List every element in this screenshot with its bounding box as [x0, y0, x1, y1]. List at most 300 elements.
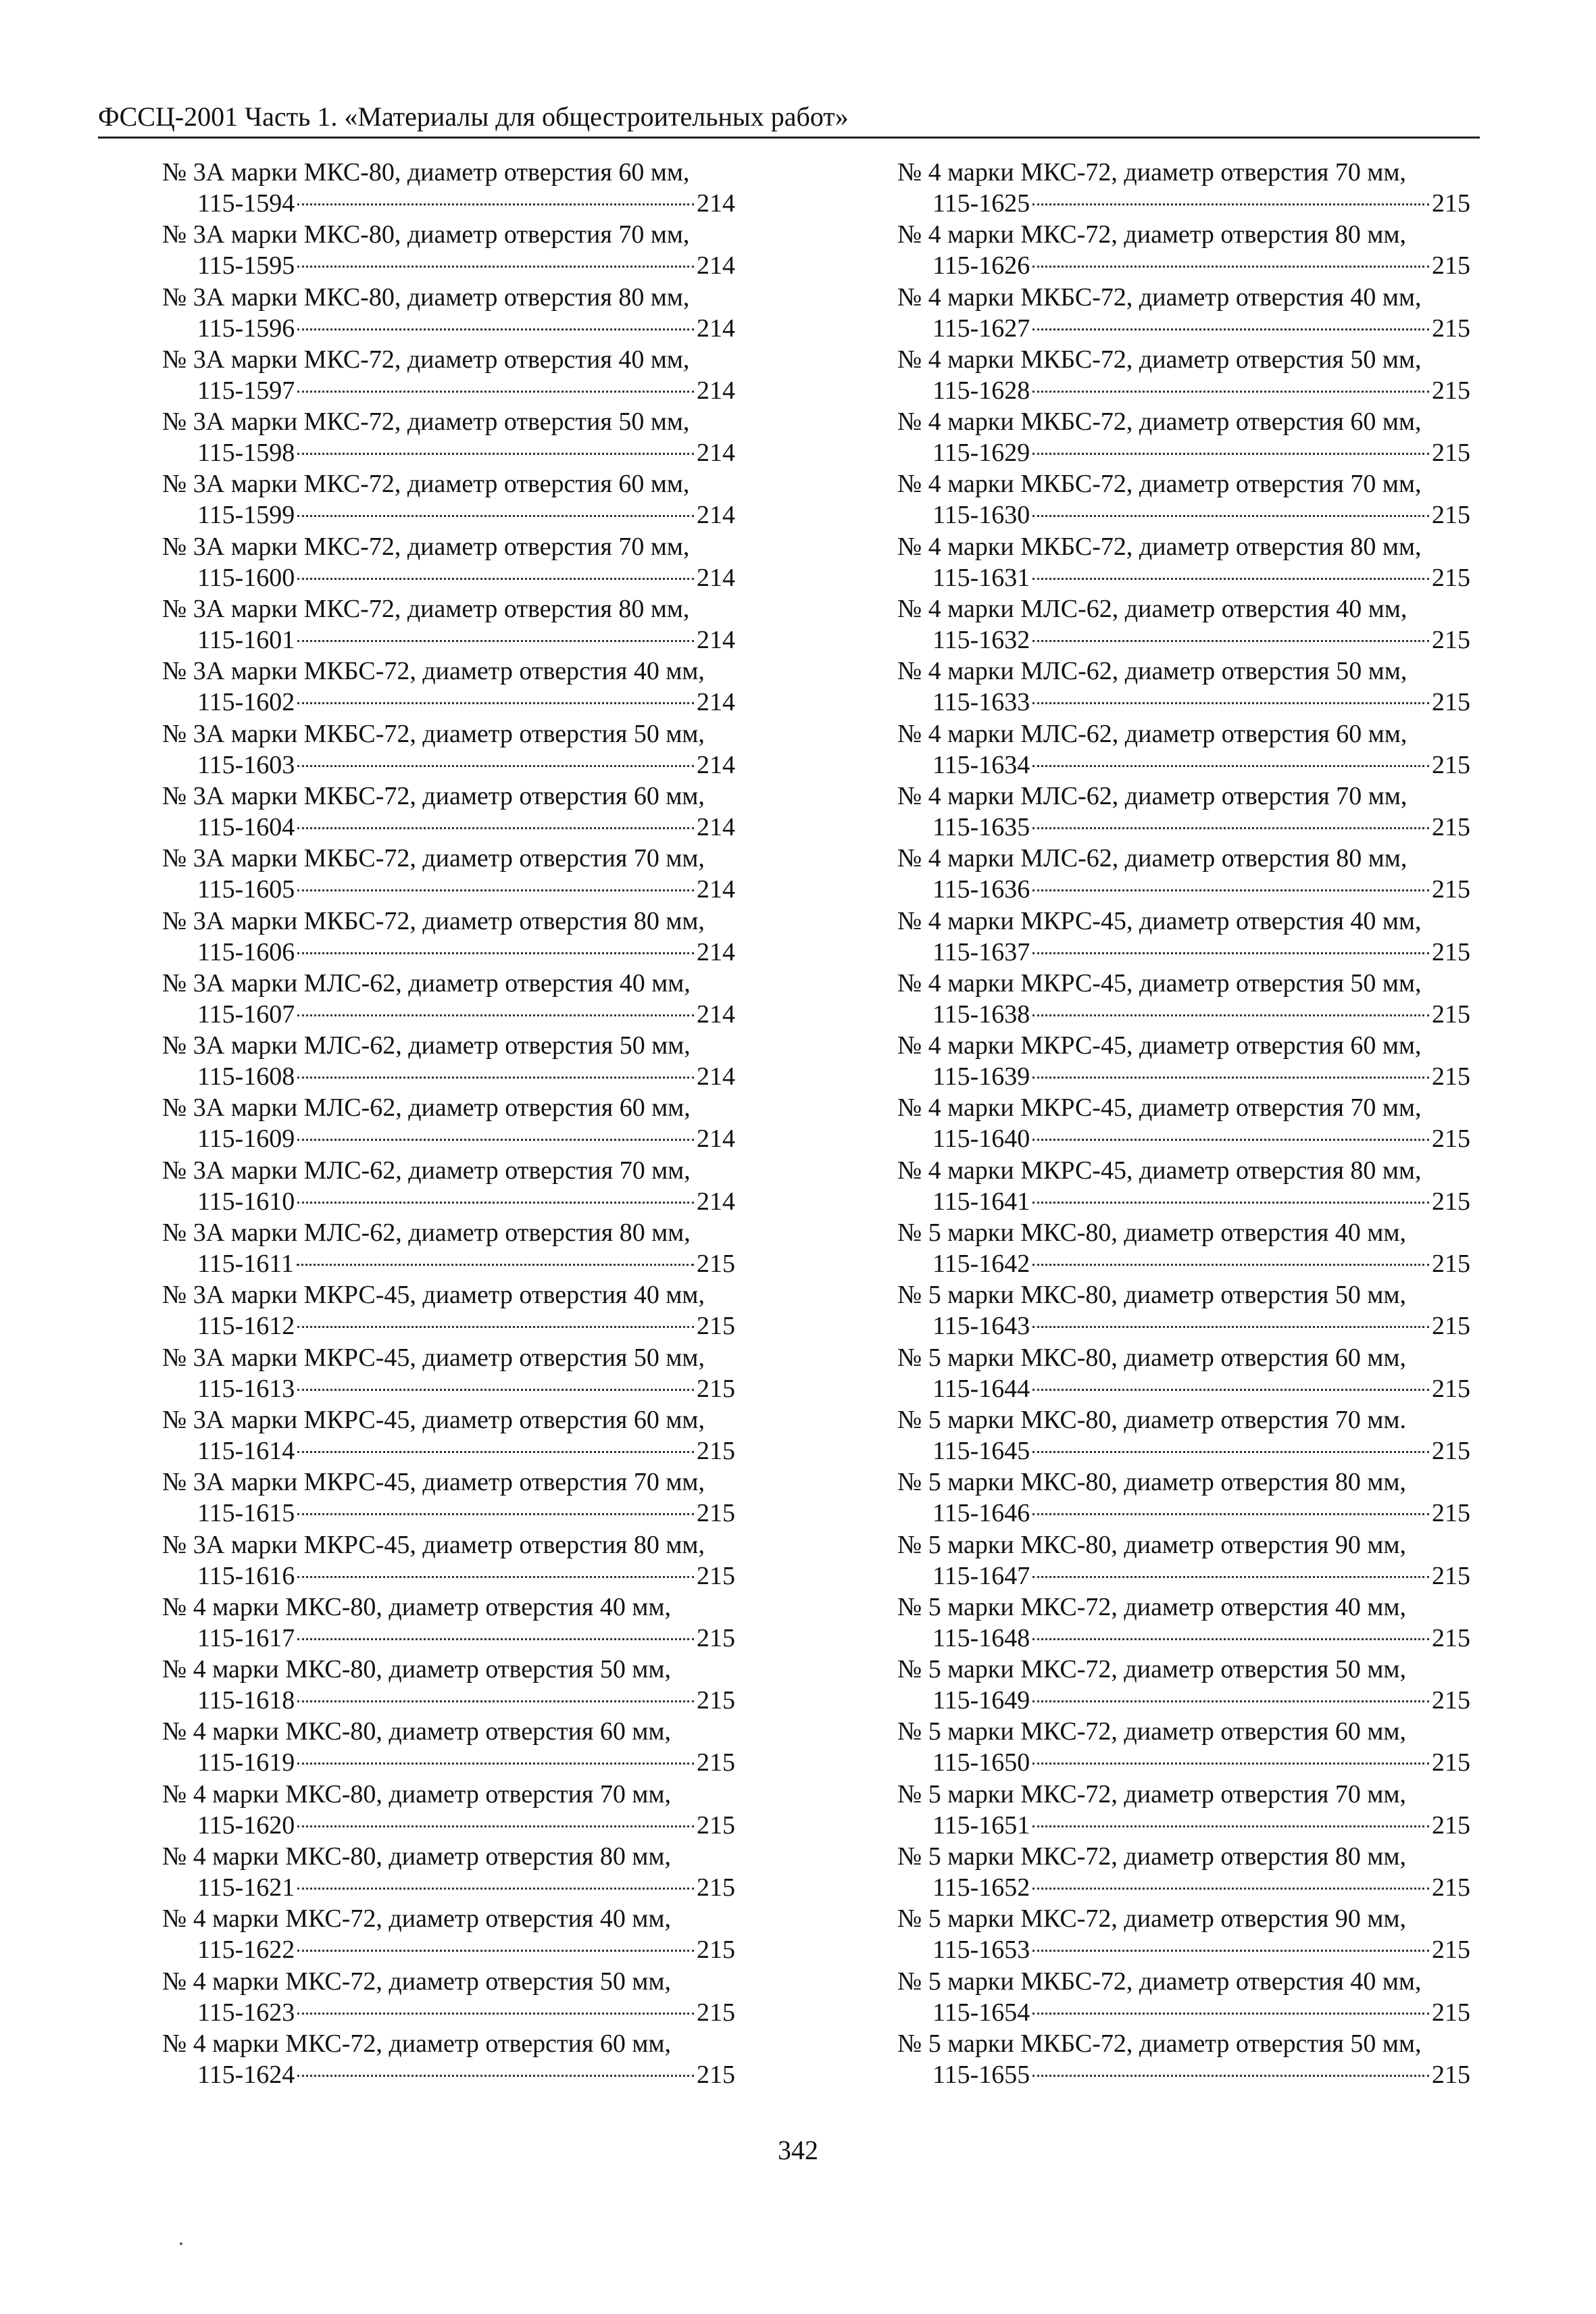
index-entry [897, 344, 1470, 406]
entry-page-ref: 214 [697, 376, 735, 405]
entry-code: 115-1595 [197, 251, 295, 280]
entry-code: 115-1620 [197, 1811, 295, 1840]
entry-description: № 3А марки МКБС-72, диаметр отверстия 40 мм, [162, 657, 705, 686]
entry-page-ref: 215 [1432, 1623, 1470, 1652]
index-entry [897, 1030, 1470, 1092]
entry-reference-line [162, 1747, 735, 1778]
index-entry [897, 1529, 1470, 1592]
entry-code: 115-1598 [197, 439, 295, 468]
index-entry [162, 718, 735, 781]
entry-code: 115-1629 [932, 439, 1030, 468]
entry-page-ref: 215 [1432, 439, 1470, 468]
entry-code: 115-1604 [197, 812, 295, 841]
entry-page-ref: 215 [1432, 1436, 1470, 1465]
entry-code: 115-1633 [932, 688, 1030, 717]
dot-leader [1032, 1014, 1429, 1016]
entry-reference-line [897, 999, 1470, 1030]
index-entry [897, 406, 1470, 468]
entry-description: № 3А марки МКРС-45, диаметр отверстия 80 мм, [162, 1530, 705, 1559]
entry-code: 115-1653 [932, 1936, 1030, 1965]
dot-leader [297, 203, 694, 205]
entry-code: 115-1608 [197, 1062, 295, 1091]
entry-code: 115-1602 [197, 688, 295, 717]
dot-leader [297, 765, 694, 767]
dot-leader [1032, 1763, 1429, 1765]
entry-description: № 3А марки МЛС-62, диаметр отверстия 40 мм, [162, 968, 691, 998]
entry-description: № 5 марки МКС-80, диаметр отверстия 70 мм. [897, 1405, 1406, 1434]
index-entry [897, 1279, 1470, 1341]
entry-code: 115-1621 [197, 1873, 295, 1902]
index-entry [897, 468, 1470, 531]
dot-leader [1032, 765, 1429, 767]
dot-leader [297, 1638, 694, 1640]
dot-leader [1032, 1451, 1429, 1453]
dot-leader [1032, 1700, 1429, 1702]
dot-leader [1032, 453, 1429, 455]
index-entry [897, 906, 1470, 968]
entry-page-ref: 215 [697, 2060, 735, 2089]
entry-reference-line [162, 1498, 735, 1529]
entry-reference-line [162, 1810, 735, 1841]
entry-code: 115-1637 [932, 937, 1030, 966]
entry-page-ref: 214 [697, 688, 735, 717]
entry-code: 115-1627 [932, 314, 1030, 343]
entry-reference-line [162, 1123, 735, 1154]
entry-reference-line [897, 1685, 1470, 1716]
entry-page-ref: 215 [1432, 1062, 1470, 1091]
dot-leader [1032, 578, 1429, 580]
index-entry [162, 1030, 735, 1092]
index-entry [162, 1467, 735, 1529]
entry-code: 115-1601 [197, 626, 295, 655]
entry-page-ref: 214 [697, 439, 735, 468]
entry-code: 115-1603 [197, 750, 295, 779]
entry-description: № 4 марки МКС-80, диаметр отверстия 50 мм, [162, 1655, 671, 1684]
dot-leader [1032, 1638, 1429, 1640]
entry-page-ref: 215 [1432, 1561, 1470, 1590]
entry-description: № 4 марки МКРС-45, диаметр отверстия 50 мм, [897, 968, 1422, 998]
entry-reference-line [897, 937, 1470, 968]
dot-leader [297, 1700, 694, 1702]
entry-page-ref: 215 [697, 1748, 735, 1777]
entry-description: № 4 марки МКБС-72, диаметр отверстия 80 мм, [897, 532, 1422, 561]
entry-reference-line [897, 437, 1470, 468]
entry-reference-line [897, 812, 1470, 843]
entry-page-ref: 215 [1432, 1811, 1470, 1840]
dot-leader [297, 266, 694, 268]
entry-code: 115-1652 [932, 1873, 1030, 1902]
entry-code: 115-1646 [932, 1499, 1030, 1528]
entry-reference-line [897, 313, 1470, 344]
entry-reference-line [897, 749, 1470, 781]
entry-reference-line [897, 499, 1470, 531]
entry-page-ref: 215 [697, 1936, 735, 1965]
entry-description: № 5 марки МКС-72, диаметр отверстия 70 мм, [897, 1779, 1406, 1808]
entry-code: 115-1638 [932, 1000, 1030, 1029]
entry-description: № 5 марки МКС-72, диаметр отверстия 40 мм, [897, 1592, 1406, 1621]
entry-description: № 3А марки МКБС-72, диаметр отверстия 60 мм, [162, 781, 705, 810]
dot-leader [1032, 203, 1429, 205]
entry-page-ref: 215 [1432, 1250, 1470, 1279]
entry-reference-line [162, 499, 735, 531]
dot-leader [297, 1576, 694, 1578]
entry-reference-line [162, 812, 735, 843]
entry-description: № 4 марки МКРС-45, диаметр отверстия 70 мм, [897, 1093, 1422, 1123]
entry-description: № 3А марки МЛС-62, диаметр отверстия 50 мм, [162, 1031, 691, 1060]
entry-description: № 3А марки МКС-80, диаметр отверстия 80 мм, [162, 282, 690, 312]
index-entry [162, 1716, 735, 1778]
dot-leader [297, 1264, 694, 1266]
entry-page-ref: 214 [697, 563, 735, 592]
entry-description: № 4 марки МКС-80, диаметр отверстия 60 мм, [162, 1717, 671, 1746]
index-entry [897, 1903, 1470, 1965]
dot-leader [1032, 1950, 1429, 1952]
entry-code: 115-1616 [197, 1561, 295, 1590]
entry-code: 115-1639 [932, 1062, 1030, 1091]
entry-description: № 4 марки МЛС-62, диаметр отверстия 70 мм, [897, 781, 1407, 810]
entry-code: 115-1642 [932, 1250, 1030, 1279]
entry-reference-line [162, 874, 735, 905]
index-entry [897, 1155, 1470, 1217]
entry-description: № 4 марки МКС-72, диаметр отверстия 50 мм, [162, 1967, 671, 1996]
index-column-right [897, 157, 1470, 2090]
entry-description: № 4 марки МКС-72, диаметр отверстия 80 мм, [897, 220, 1406, 249]
dot-leader [297, 1513, 694, 1515]
entry-reference-line [162, 1373, 735, 1404]
entry-page-ref: 215 [697, 1811, 735, 1840]
entry-reference-line [897, 250, 1470, 281]
entry-reference-line [162, 1872, 735, 1903]
index-entry [162, 1279, 735, 1341]
entry-page-ref: 214 [697, 750, 735, 779]
entry-page-ref: 215 [697, 1998, 735, 2027]
entry-page-ref: 214 [697, 1125, 735, 1154]
dot-leader [297, 1825, 694, 1827]
entry-description: № 4 марки МКС-80, диаметр отверстия 80 мм, [162, 1842, 671, 1871]
entry-reference-line [897, 1310, 1470, 1341]
entry-code: 115-1634 [932, 750, 1030, 779]
entry-description: № 3А марки МЛС-62, диаметр отверстия 60 мм, [162, 1093, 691, 1123]
entry-reference-line [162, 749, 735, 781]
scan-speck [180, 2242, 182, 2245]
entry-code: 115-1609 [197, 1125, 295, 1154]
entry-code: 115-1644 [932, 1374, 1030, 1403]
dot-leader [297, 1950, 694, 1952]
entry-description: № 3А марки МЛС-62, диаметр отверстия 80 мм, [162, 1218, 691, 1248]
entry-page-ref: 215 [1432, 2060, 1470, 2089]
entry-reference-line [897, 562, 1470, 593]
entry-code: 115-1606 [197, 937, 295, 966]
index-entry [897, 1841, 1470, 1903]
dot-leader [1032, 2013, 1429, 2015]
entry-description: № 5 марки МКС-80, диаметр отверстия 50 мм, [897, 1281, 1406, 1310]
entry-description: № 4 марки МЛС-62, диаметр отверстия 80 мм, [897, 844, 1407, 873]
entry-code: 115-1650 [932, 1748, 1030, 1777]
entry-code: 115-1624 [197, 2060, 295, 2089]
dot-leader [297, 640, 694, 642]
dot-leader [297, 889, 694, 891]
entry-page-ref: 215 [697, 1312, 735, 1341]
dot-leader [297, 1202, 694, 1204]
index-entry [162, 781, 735, 843]
entry-reference-line [162, 313, 735, 344]
entry-reference-line [897, 1560, 1470, 1592]
index-entry [897, 656, 1470, 718]
dot-leader [1032, 266, 1429, 268]
entry-code: 115-1645 [932, 1436, 1030, 1465]
entry-reference-line [897, 375, 1470, 406]
dot-leader [297, 1077, 694, 1079]
dot-leader [297, 1888, 694, 1890]
entry-page-ref: 215 [1432, 812, 1470, 841]
entry-code: 115-1635 [932, 812, 1030, 841]
entry-code: 115-1599 [197, 501, 295, 530]
entry-reference-line [897, 1061, 1470, 1092]
entry-description: № 5 марки МКС-80, диаметр отверстия 40 мм, [897, 1218, 1406, 1248]
entry-reference-line [897, 1872, 1470, 1903]
entry-reference-line [162, 937, 735, 968]
dot-leader [1032, 391, 1429, 393]
entry-code: 115-1600 [197, 563, 295, 592]
index-entry [897, 968, 1470, 1030]
index-entry [897, 1217, 1470, 1279]
entry-page-ref: 215 [697, 1623, 735, 1652]
dot-leader [1032, 1139, 1429, 1141]
entry-reference-line [162, 375, 735, 406]
entry-page-ref: 214 [697, 812, 735, 841]
entry-description: № 5 марки МКС-80, диаметр отверстия 80 мм, [897, 1468, 1406, 1497]
entry-page-ref: 215 [1432, 875, 1470, 904]
entry-description: № 5 марки МКС-80, диаметр отверстия 60 мм, [897, 1343, 1406, 1372]
index-entry [162, 2028, 735, 2090]
entry-reference-line [162, 1310, 735, 1341]
entry-description: № 5 марки МКБС-72, диаметр отверстия 40 мм, [897, 1967, 1422, 1996]
entry-description: № 5 марки МКС-72, диаметр отверстия 90 мм, [897, 1904, 1406, 1934]
entry-reference-line [162, 687, 735, 718]
dot-leader [1032, 827, 1429, 829]
entry-code: 115-1594 [197, 189, 295, 218]
entry-code: 115-1630 [932, 501, 1030, 530]
entry-description: № 3А марки МКБС-72, диаметр отверстия 70 мм, [162, 844, 705, 873]
entry-description: № 5 марки МКС-72, диаметр отверстия 80 мм, [897, 1842, 1406, 1871]
entry-code: 115-1619 [197, 1748, 295, 1777]
entry-reference-line [162, 999, 735, 1030]
dot-leader [1032, 952, 1429, 954]
dot-leader [297, 702, 694, 704]
index-column-left [162, 157, 735, 2090]
dot-leader [1032, 1513, 1429, 1515]
dot-leader [1032, 1202, 1429, 1204]
entry-description: № 3А марки МКБС-72, диаметр отверстия 50 мм, [162, 719, 705, 748]
index-entry [162, 282, 735, 344]
entry-description: № 3А марки МКС-72, диаметр отверстия 70 мм, [162, 532, 690, 561]
entry-reference-line [162, 1623, 735, 1654]
entry-description: № 4 марки МКБС-72, диаметр отверстия 50 мм, [897, 345, 1422, 374]
entry-description: № 5 марки МКБС-72, диаметр отверстия 50 мм, [897, 2029, 1422, 2058]
entry-page-ref: 215 [697, 1686, 735, 1715]
entry-code: 115-1649 [932, 1686, 1030, 1715]
index-entry [162, 593, 735, 656]
entry-code: 115-1631 [932, 563, 1030, 592]
entry-code: 115-1596 [197, 314, 295, 343]
entry-reference-line [897, 1186, 1470, 1217]
entry-reference-line [897, 1248, 1470, 1279]
entry-code: 115-1655 [932, 2060, 1030, 2089]
entry-code: 115-1615 [197, 1499, 295, 1528]
index-entry [162, 1654, 735, 1716]
entry-code: 115-1640 [932, 1125, 1030, 1154]
index-entry [897, 1654, 1470, 1716]
entry-page-ref: 214 [697, 314, 735, 343]
index-entry [162, 1529, 735, 1592]
dot-leader [1032, 702, 1429, 704]
index-entry [162, 968, 735, 1030]
dot-leader [1032, 1389, 1429, 1391]
entry-page-ref: 215 [1432, 1499, 1470, 1528]
entry-page-ref: 214 [697, 189, 735, 218]
index-entry [162, 406, 735, 468]
index-entry [162, 1342, 735, 1404]
dot-leader [297, 952, 694, 954]
dot-leader [1032, 1825, 1429, 1827]
index-entry [897, 593, 1470, 656]
entry-code: 115-1626 [932, 251, 1030, 280]
index-entry [162, 1841, 735, 1903]
entry-description: № 3А марки МКС-72, диаметр отверстия 40 мм, [162, 345, 690, 374]
entry-description: № 3А марки МКС-72, диаметр отверстия 50 мм, [162, 408, 690, 437]
entry-description: № 3А марки МКС-80, диаметр отверстия 60 мм, [162, 158, 690, 187]
page-number: 342 [778, 2135, 818, 2165]
entry-description: № 3А марки МКС-80, диаметр отверстия 70 мм, [162, 220, 690, 249]
dot-leader [1032, 1326, 1429, 1328]
index-entry [897, 219, 1470, 281]
entry-code: 115-1605 [197, 875, 295, 904]
entry-page-ref: 215 [697, 1873, 735, 1902]
entry-description: № 4 марки МКБС-72, диаметр отверстия 70 мм, [897, 470, 1422, 499]
entry-page-ref: 215 [1432, 937, 1470, 966]
entry-reference-line [162, 437, 735, 468]
entry-page-ref: 215 [697, 1499, 735, 1528]
entry-reference-line [162, 1186, 735, 1217]
entry-reference-line [162, 1061, 735, 1092]
index-entry [162, 1404, 735, 1467]
entry-description: № 4 марки МЛС-62, диаметр отверстия 40 мм, [897, 595, 1407, 624]
entry-page-ref: 214 [697, 501, 735, 530]
entry-description: № 4 марки МКРС-45, диаметр отверстия 80 мм, [897, 1156, 1422, 1185]
entry-description: № 4 марки МЛС-62, диаметр отверстия 50 мм, [897, 657, 1407, 686]
index-entry [162, 1903, 735, 1965]
entry-reference-line [162, 1685, 735, 1716]
entry-reference-line [897, 687, 1470, 718]
entry-reference-line [162, 1435, 735, 1467]
entry-page-ref: 215 [697, 1250, 735, 1279]
index-entry [162, 1592, 735, 1654]
entry-reference-line [897, 1810, 1470, 1841]
entry-code: 115-1641 [932, 1187, 1030, 1216]
entry-page-ref: 215 [697, 1436, 735, 1465]
entry-code: 115-1625 [932, 189, 1030, 218]
entry-page-ref: 214 [697, 626, 735, 655]
entry-page-ref: 215 [1432, 1998, 1470, 2027]
entry-page-ref: 215 [1432, 750, 1470, 779]
entry-page-ref: 215 [697, 1374, 735, 1403]
dot-leader [297, 1451, 694, 1453]
entry-code: 115-1654 [932, 1998, 1030, 2027]
dot-leader [1032, 515, 1429, 517]
entry-description: № 4 марки МКБС-72, диаметр отверстия 40 мм, [897, 282, 1422, 312]
entry-code: 115-1648 [932, 1623, 1030, 1652]
entry-reference-line [897, 1997, 1470, 2028]
entry-reference-line [162, 1934, 735, 1965]
entry-description: № 4 марки МКБС-72, диаметр отверстия 60 мм, [897, 408, 1422, 437]
index-entry [897, 1716, 1470, 1778]
entry-reference-line [162, 562, 735, 593]
entry-description: № 3А марки МКБС-72, диаметр отверстия 80 мм, [162, 906, 705, 935]
entry-reference-line [897, 1934, 1470, 1965]
entry-reference-line [162, 624, 735, 656]
dot-leader [1032, 1576, 1429, 1578]
dot-leader [297, 1139, 694, 1141]
entry-reference-line [162, 188, 735, 219]
entry-description: № 3А марки МКРС-45, диаметр отверстия 40 мм, [162, 1281, 705, 1310]
entry-code: 115-1597 [197, 376, 295, 405]
entry-page-ref: 215 [1432, 1873, 1470, 1902]
entry-page-ref: 215 [1432, 1125, 1470, 1154]
entry-description: № 4 марки МКРС-45, диаметр отверстия 40 мм, [897, 906, 1422, 935]
entry-page-ref: 215 [1432, 1000, 1470, 1029]
entry-reference-line [897, 2059, 1470, 2090]
entry-page-ref: 215 [1432, 1686, 1470, 1715]
entry-page-ref: 215 [1432, 251, 1470, 280]
dot-leader [1032, 1888, 1429, 1890]
entry-description: № 3А марки МКС-72, диаметр отверстия 60 мм, [162, 470, 690, 499]
entry-description: № 5 марки МКС-80, диаметр отверстия 90 мм, [897, 1530, 1406, 1559]
index-entry [162, 468, 735, 531]
index-entry [897, 1092, 1470, 1154]
dot-leader [297, 2013, 694, 2015]
dot-leader [297, 328, 694, 330]
entry-page-ref: 215 [1432, 376, 1470, 405]
dot-leader [1032, 1077, 1429, 1079]
entry-code: 115-1617 [197, 1623, 295, 1652]
index-entry [162, 1217, 735, 1279]
entry-code: 115-1618 [197, 1686, 295, 1715]
entry-reference-line [897, 1123, 1470, 1154]
dot-leader [297, 391, 694, 393]
index-entry [897, 843, 1470, 905]
entry-page-ref: 215 [697, 1561, 735, 1590]
entry-description: № 3А марки МКРС-45, диаметр отверстия 70 мм, [162, 1468, 705, 1497]
entry-code: 115-1623 [197, 1998, 295, 2027]
entry-page-ref: 215 [1432, 563, 1470, 592]
index-entry [897, 1966, 1470, 2028]
entry-reference-line [897, 874, 1470, 905]
index-entry [162, 344, 735, 406]
index-entry [897, 2028, 1470, 2090]
index-entry [897, 1779, 1470, 1841]
index-entry [897, 157, 1470, 219]
entry-description: № 4 марки МЛС-62, диаметр отверстия 60 мм, [897, 719, 1407, 748]
index-entry [162, 531, 735, 593]
entry-page-ref: 214 [697, 251, 735, 280]
entry-reference-line [162, 1997, 735, 2028]
dot-leader [1032, 640, 1429, 642]
entry-code: 115-1628 [932, 376, 1030, 405]
entry-page-ref: 215 [1432, 1748, 1470, 1777]
entry-reference-line [897, 624, 1470, 656]
entry-description: № 4 марки МКС-72, диаметр отверстия 40 мм, [162, 1904, 671, 1934]
entry-code: 115-1651 [932, 1811, 1030, 1840]
